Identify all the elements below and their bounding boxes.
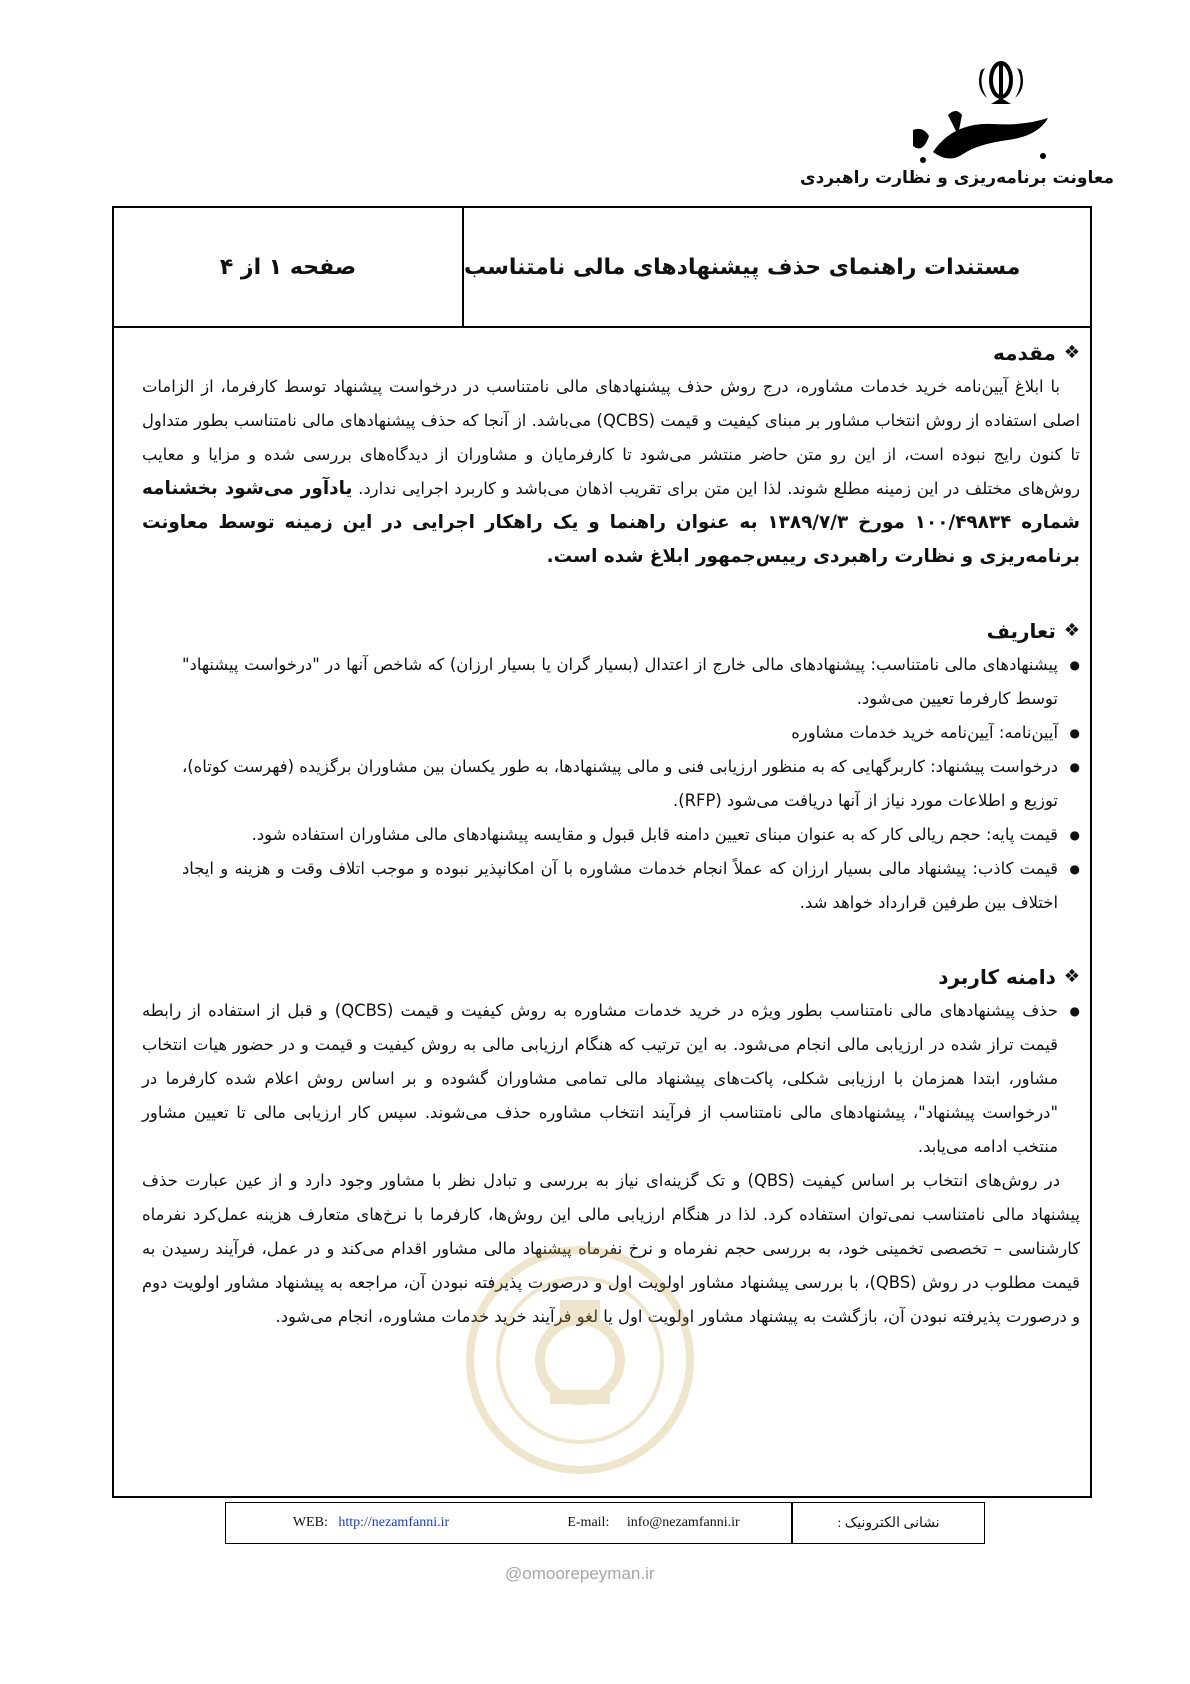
presidency-emblem-logo <box>893 60 1063 170</box>
list-item: ● قیمت پایه: حجم ریالی کار که به عنوان مبنای تعیین دامنه قابل قبول و مقایسه پیشنهادهای مالی مشاوران استفاده شود. <box>182 818 1080 852</box>
definitions-list <box>142 648 1080 920</box>
watermark-url: @omoorepeyman.ir <box>505 1564 655 1583</box>
document-frame <box>112 206 1092 1498</box>
scope-list <box>142 994 1080 1164</box>
footer-web: WEB: http://nezamfanni.ir <box>292 1515 450 1530</box>
organization-name: معاونت برنامه‌ریزی و نظارت راهبردی <box>800 168 1114 188</box>
list-item: ● حذف پیشنهادهای مالی نامتناسب بطور ویژه در خرید خدمات مشاوره به روش کیفیت و قیمت (QCBS) و قبل از استفاده از رابطه قیمت تراز شده در ارزیابی مالی انجام می‌شود. به این ترتیب که هنگام ارزیابی مالی به روش کیفیت و قیمت و در حضور هیات انتخاب مشاور، ابتدا همزمان با ارزیابی شکلی، پاکت‌های پیشنهاد مالی تمامی مشاوران گشوده و بر اساس روش اعلام شده کارفرما در "درخواست پیشنهاد"، پیشنهادهای مالی نامتناسب از فرآیند انتخاب مشاوره حذف می‌شوند. سپس کار ارزیابی مالی تا تعیین مشاور منتخب ادامه می‌یابد. <box>142 994 1080 1164</box>
list-item: ● پیشنهادهای مالی نامتناسب: پیشنهادهای مالی خارج از اعتدال (بسیار گران یا بسیار ارزان) که شاخص آنها در "درخواست پیشنهاد" توسط کارفرما تعیین می‌شود. <box>182 648 1080 716</box>
section-heading-intro: ❖ مقدمه <box>142 336 1080 370</box>
email-link[interactable]: info@nezamfanni.ir <box>626 1515 740 1530</box>
list-item: ● درخواست پیشنهاد: کاربرگهایی که به منظور ارزیابی فنی و مالی پیشنهادها، به طور یکسان بین مشاوران برگزیده (فهرست کوتاه)، توزیع و اطلاعات مورد نیاز از آنها دریافت می‌شود (RFP). <box>182 750 1080 818</box>
diamond-bullet-icon: ❖ <box>1063 620 1080 641</box>
intro-bold-note: یادآور می‌شود بخشنامه شماره ۱۰۰/۴۹۸۳۴ مورخ ۱۳۸۹/۷/۳ به عنوان راهنما و یک راهکار اجرایی در این زمینه توسط معاونت برنامه‌ریزی و نظارت راهبردی رییس‌جمهور ابلاغ شده است. <box>142 478 1080 567</box>
document-title: مستندات راهنمای حذف پیشنهادهای مالی نامتناسب <box>464 254 1021 280</box>
footer-contact-box <box>225 1502 985 1544</box>
diamond-bullet-icon: ❖ <box>1063 342 1080 363</box>
list-item: ● قیمت کاذب: پیشنهاد مالی بسیار ارزان که عملاً انجام خدمات مشاوره با آن امکانپذیر نبوده و موجب اتلاف وقت و هزینه و ایجاد اختلاف بین طرفین قرارداد خواهد شد. <box>182 852 1080 920</box>
section-heading-definitions: ❖ تعاریف <box>142 614 1080 648</box>
list-item: ● آیین‌نامه: آیین‌نامه خرید خدمات مشاوره <box>182 716 1080 750</box>
footer-email: E-mail: info@nezamfanni.ir <box>516 1503 792 1543</box>
diamond-bullet-icon: ❖ <box>1063 966 1080 987</box>
section-heading-scope: ❖ دامنه کاربرد <box>142 960 1080 994</box>
document-body <box>142 336 1080 1334</box>
page-number: صفحه ۱ از ۴ <box>114 208 464 326</box>
scope-paragraph: در روش‌های انتخاب بر اساس کیفیت (QBS) و تک گزینه‌ای نیاز به بررسی و تبادل نظر با مشاور وجود دارد و از عین عبارت حذف پیشنهاد مالی نامتناسب نمی‌توان استفاده کرد. لذا در هنگام ارزیابی مالی این روش‌ها، کارفرما با نرخ‌های متعارف هزینه عمل‌کرد نفرماه کارشناسی – تخصصی تخمینی خود، به بررسی حجم نفرماه و نرخ نفرماه پیشنهاد مالی مشاور اقدام می‌کند و در عمل، فرآیند رسیدن به قیمت مطلوب در روش (QBS)، با بررسی پیشنهاد مشاور اولویت اول و درصورت پذیرفته نبودن آن، مراجعه به پیشنهاد مشاور اولویت دوم و درصورت پذیرفته نبودن آن، بازگشت به پیشنهاد مشاور اولویت اول یا لغو فرآیند خرید خدمات مشاوره، انجام می‌شود. <box>142 1171 1080 1326</box>
title-box <box>114 208 1090 328</box>
intro-paragraph: با ابلاغ آیین‌نامه خرید خدمات مشاوره، درج روش حذف پیشنهادهای مالی نامتناسب در درخواست پیشنهاد توسط کارفرما، از الزامات اصلی استفاده از روش انتخاب مشاور بر مبنای کیفیت و قیمت (QCBS) می‌باشد. از آنجا که حذف پیشنهادهای مالی نامتناسب بطور متداول تا کنون رایج نبوده است، از این رو متن حاضر منتشر می‌شود تا کارفرمایان و مشاوران از دیدگاه‌های بررسی شده و مزایا و معایب روش‌های مختلف در این زمینه مطلع شوند. لذا این متن برای تقریب اذهان می‌باشد و کاربرد اجرایی ندارد. یادآور می‌شود بخشنامه شماره ۱۰۰/۴۹۸۳۴ مورخ ۱۳۸۹/۷/۳ به عنوان راهنما و یک راهکار اجرایی در این زمینه توسط معاونت برنامه‌ریزی و نظارت راهبردی رییس‌جمهور ابلاغ شده است. <box>142 377 1081 567</box>
footer-address-label: نشانی الکترونیک : <box>792 1503 984 1543</box>
web-link[interactable]: http://nezamfanni.ir <box>338 1515 450 1530</box>
